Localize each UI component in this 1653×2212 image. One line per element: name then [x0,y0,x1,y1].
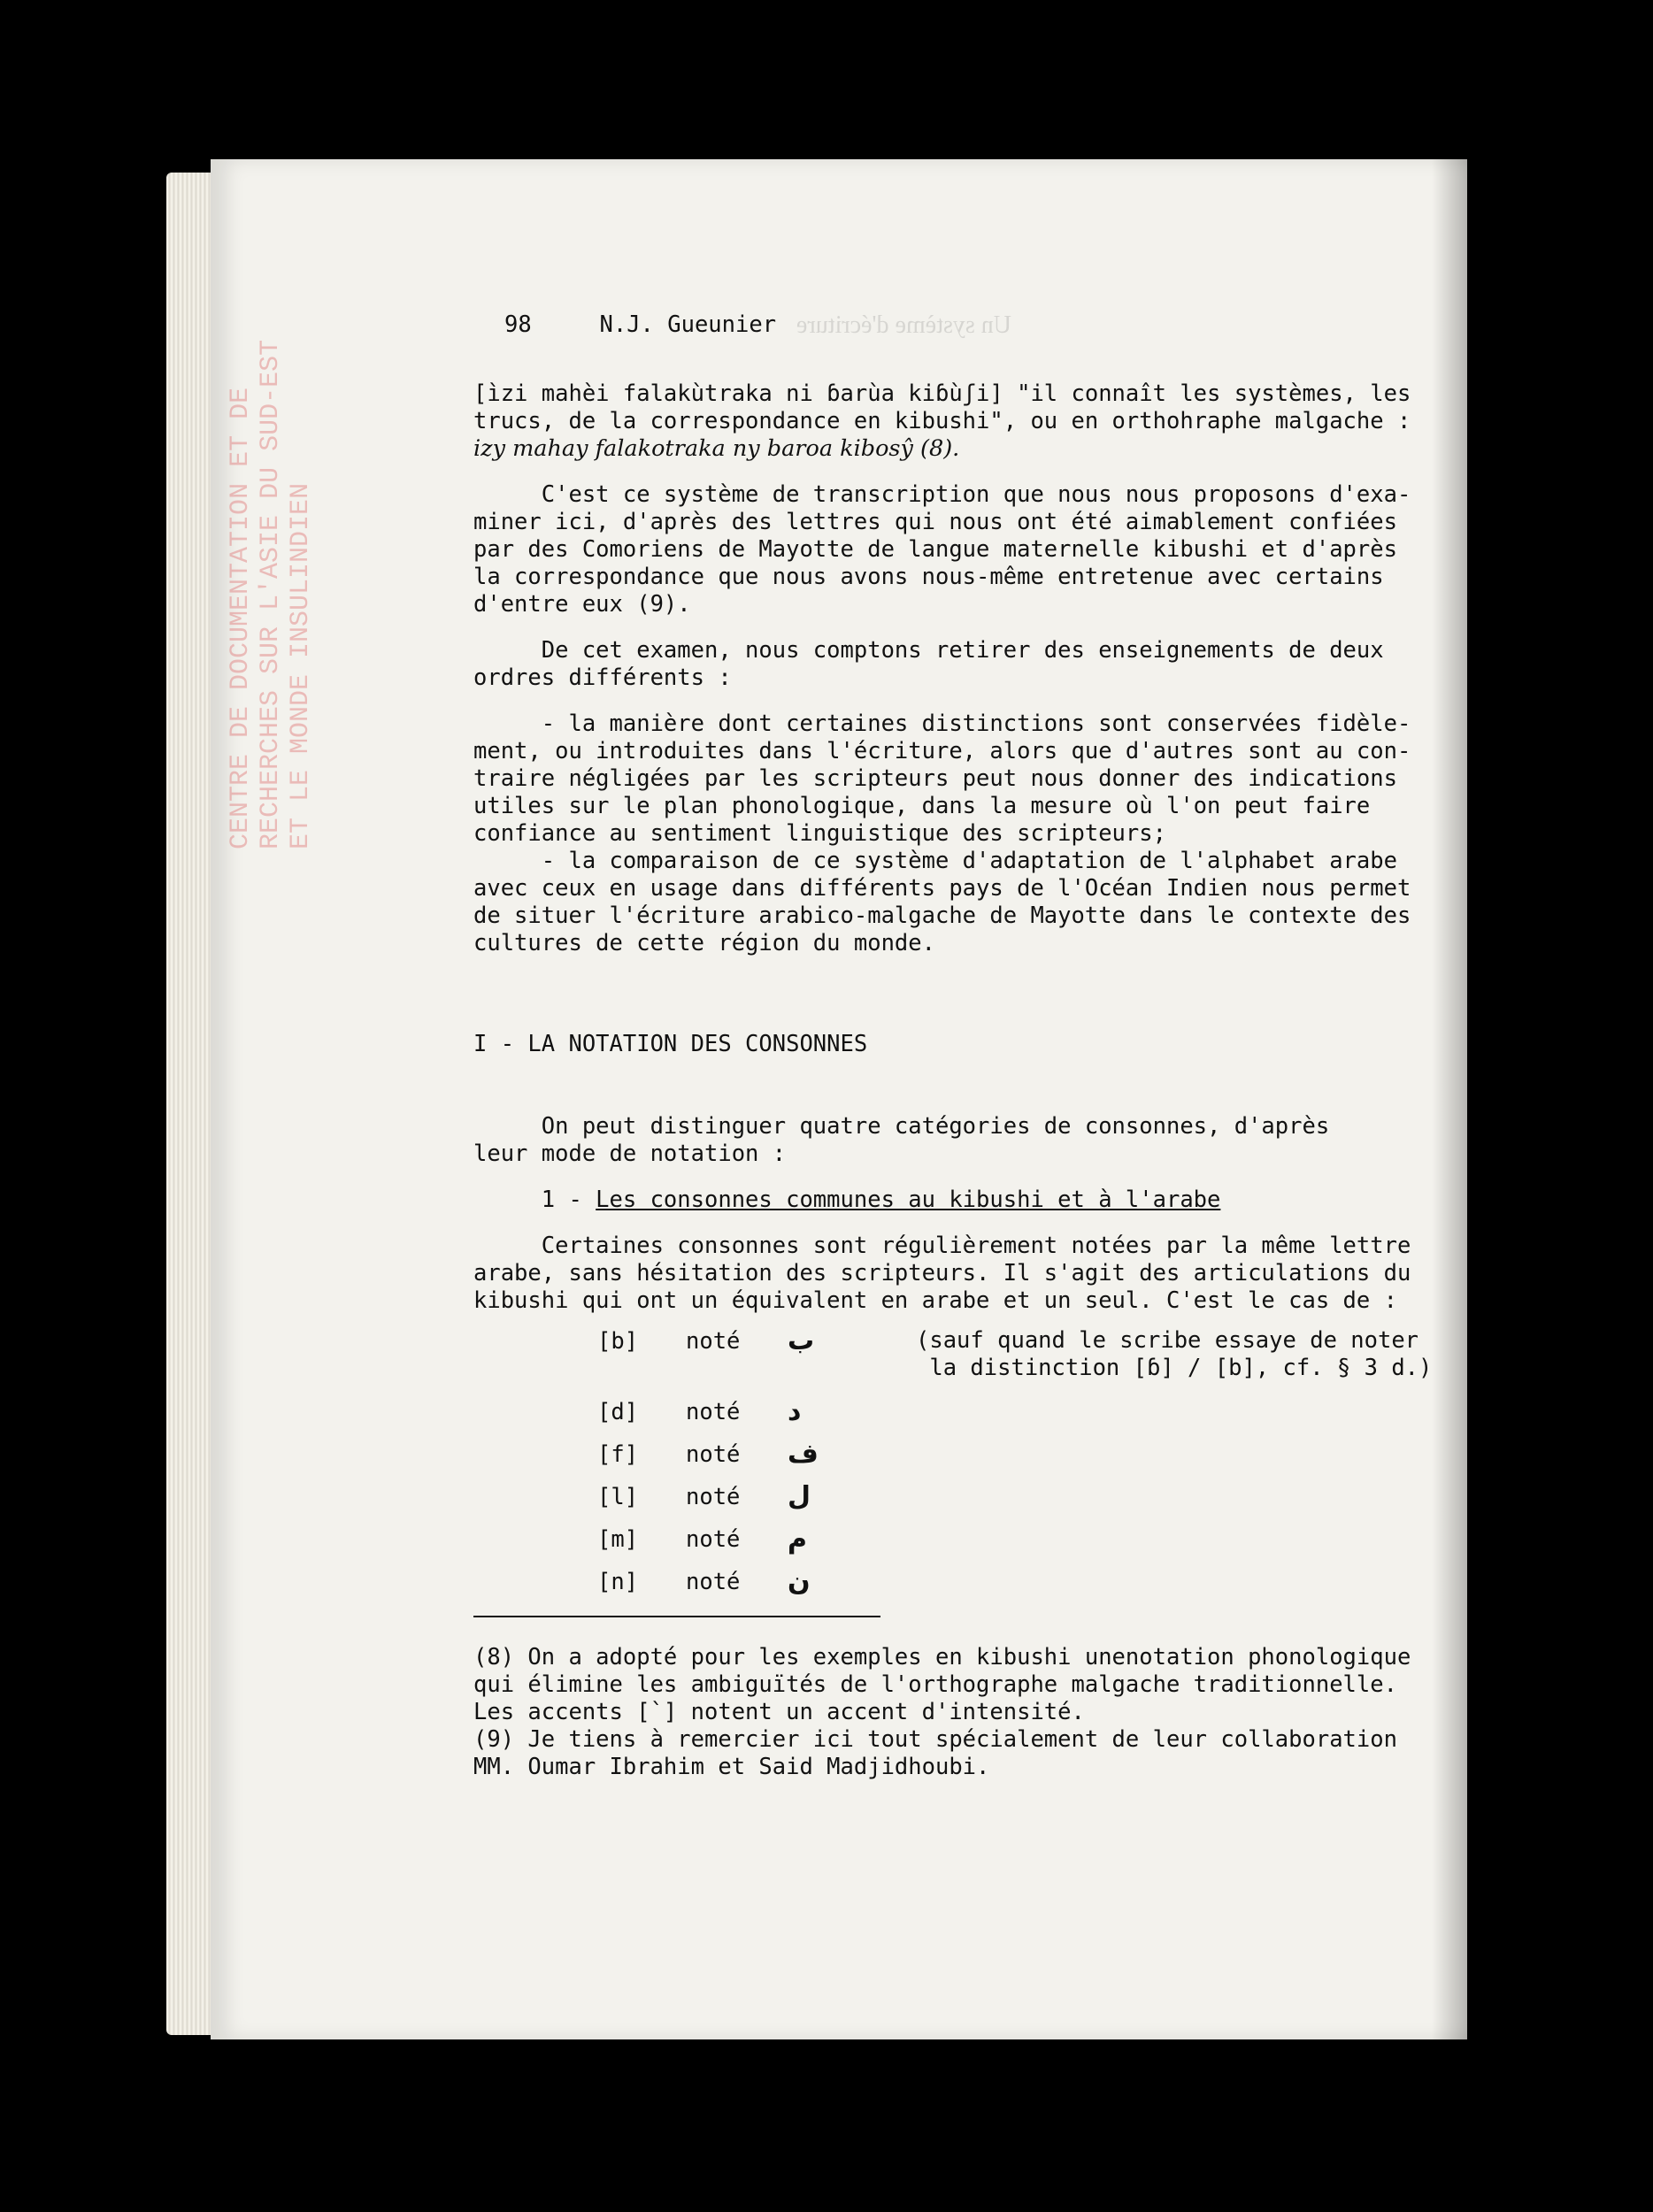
bleed-through-running-head: Un système d'écriture [796,311,1011,339]
text-line: C'est ce système de transcription que nous nous proposons d'exa- [473,481,1411,508]
comment-line: la distinction [ɓ] / [b], cf. § 3 d.) [916,1355,1433,1381]
footnote-line: Les accents [`] notent un accent d'intensité. [473,1699,1085,1725]
footnote-line: qui élimine les ambiguïtés de l'orthographe malgache traditionnelle. [473,1671,1397,1698]
text-line: utiles sur le plan phonologique, dans la mesure où l'on peut faire [473,793,1371,819]
text-line: On peut distinguer quatre catégories de consonnes, d'après [473,1113,1330,1140]
paragraph-6 [473,1233,1456,1315]
text-line: d'entre eux (9). [473,591,691,618]
arabic-letter: ف [788,1439,819,1470]
author-name: N.J. Gueunier [599,311,777,338]
text-line: De cet examen, nous comptons retirer des enseignements de deux [473,637,1384,664]
consonant-row [473,1433,1456,1476]
footnote-line: MM. Oumar Ibrahim et Said Madjidhoubi. [473,1754,990,1780]
stamp-line: ET LE MONDE INSULINDIEN [286,482,316,849]
text-line: avec ceux en usage dans différents pays de l'Océan Indien nous permet [473,875,1411,902]
paragraph-2 [473,481,1456,618]
footnote-line: (9) Je tiens à remercier ici tout spécialement de leur collaboration [473,1726,1397,1753]
text-line: par des Comoriens de Mayotte de langue maternelle kibushi et d'après [473,536,1397,563]
consonant-ipa: [d] [597,1399,639,1425]
paragraph-4 [473,710,1456,957]
body-text [473,380,1456,1781]
text-line: cultures de cette région du monde. [473,930,935,956]
arabic-letter: د [788,1396,802,1427]
text-line: kibushi qui ont un équivalent en arabe et un seul. C'est le cas de : [473,1287,1397,1314]
consonant-ipa: [m] [597,1526,639,1553]
consonant-row [473,1320,1456,1391]
text-line: traire négligées par les scripteurs peut nous donner des indications [473,765,1397,792]
consonant-note: noté [686,1441,741,1468]
text-line: trucs, de la correspondance en kibushi", ou en orthohraphe malgache : [473,408,1411,434]
consonant-note: noté [686,1526,741,1553]
text-line: leur mode de notation : [473,1141,787,1167]
section-title: I - LA NOTATION DES CONSONNES [473,1031,868,1057]
arabic-letter: م [788,1524,807,1555]
page-number: 98 [504,311,532,338]
consonant-ipa: [l] [597,1484,639,1510]
paragraph-3 [473,637,1456,692]
text-line: - la manière dont certaines distinctions sont conservées fidèle- [473,710,1411,737]
consonant-row [473,1518,1456,1561]
text-line: [ìzi mahèi falakùtraka ni ɓarùa kiɓùʃi] "il connaît les systèmes, les [473,380,1411,407]
arabic-letter: ن [788,1566,811,1597]
consonant-note: noté [686,1569,741,1595]
consonant-list [473,1320,1456,1603]
subsection-number: 1 - [473,1187,596,1213]
footnote-line: (8) On a adopté pour les exemples en kibushi unenotation phonologique [473,1644,1411,1671]
consonant-ipa: [b] [597,1328,639,1355]
consonant-ipa: [n] [597,1569,639,1595]
text-line-italic: izy mahay falakotraka ny baroa kibosŷ (8). [473,435,960,462]
consonant-note: noté [686,1399,741,1425]
arabic-letter: ب [788,1325,815,1356]
text-line: ordres différents : [473,664,732,691]
consonant-row [473,1391,1456,1433]
consonant-note: noté [686,1484,741,1510]
footnote-rule [473,1616,880,1617]
text-line: arabe, sans hésitation des scripteurs. Il s'agit des articulations du [473,1260,1411,1286]
consonant-comment [916,1327,1432,1382]
consonant-row [473,1561,1456,1603]
text-line: confiance au sentiment linguistique des scripteurs; [473,820,1166,847]
paragraph-5 [473,1113,1456,1168]
consonant-row [473,1476,1456,1518]
footnotes [473,1644,1456,1781]
text-line: la correspondance que nous avons nous-même entretenue avec certains [473,564,1384,590]
arabic-letter: ل [788,1481,811,1512]
comment-line: (sauf quand le scribe essaye de noter [916,1327,1419,1354]
paragraph-1 [473,380,1456,463]
library-stamp [226,340,316,849]
running-header [504,311,776,338]
subsection-title: Les consonnes communes au kibushi et à l'arabe [596,1187,1221,1213]
text-line: miner ici, d'après des lettres qui nous ont été aimablement confiées [473,509,1397,535]
text-line: Certaines consonnes sont régulièrement notées par la même lettre [473,1233,1411,1259]
consonant-ipa: [f] [597,1441,639,1468]
stamp-line: RECHERCHES SUR L'ASIE DU SUD-EST [256,339,286,849]
consonant-note: noté [686,1328,741,1355]
subsection-heading [473,1187,1456,1214]
stamp-line: CENTRE DE DOCUMENTATION ET DE [226,387,256,849]
text-line: ment, ou introduites dans l'écriture, alors que d'autres sont au con- [473,738,1411,764]
text-line: de situer l'écriture arabico-malgache de Mayotte dans le contexte des [473,902,1411,929]
text-line: - la comparaison de ce système d'adaptation de l'alphabet arabe [473,848,1397,874]
